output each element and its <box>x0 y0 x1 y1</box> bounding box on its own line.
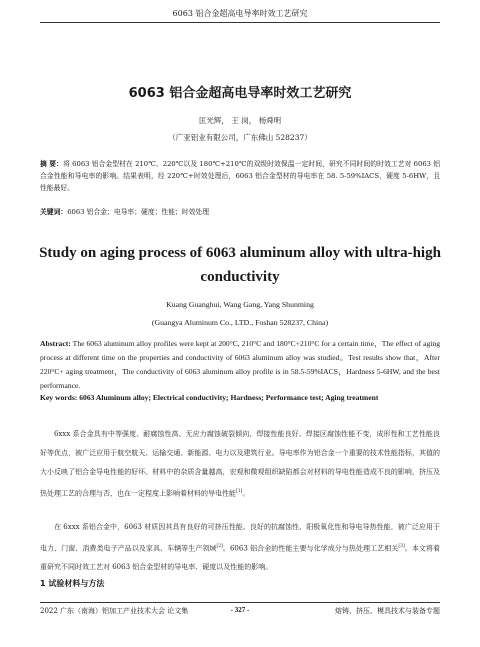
running-header: 6063 铝合金超高电导率时效工艺研究 <box>172 9 308 18</box>
chinese-title: 6063 铝合金超高电导率时效工艺研究 <box>128 86 352 101</box>
body-paragraph-2-text: 在 6xxx 系铝合金中，6063 材质因其具有良好的可挤压性能、良好的抗腐蚀性、阳极氧化性和导电导热性能，被广泛应用于电力、门窗、消费类电子产品以及家具、车辆等生产领域 <box>40 523 440 553</box>
body-paragraph-2-end: 。本文将着重研究不同时效工艺对 6063 铝合金型材的导电率、硬度以及性能的影响。 <box>40 544 440 572</box>
page-number: - 327 - <box>230 606 250 614</box>
body-paragraph-2-mid: 。6063 铝合金的性能主要与化学成分与热处理工艺相关 <box>222 544 399 553</box>
citation-2: [2] <box>216 544 223 549</box>
chinese-affiliation: （广亚铝业有限公司，广东佛山 528237） <box>168 133 312 142</box>
footer-proceedings: 2022 广东（南海）铝加工产业技术大会 论文集 <box>40 607 189 615</box>
english-affiliation: (Guangya Aluminum Co., LTD., Foshan 528237, China) <box>151 318 329 327</box>
citation-1: [1] <box>236 489 243 494</box>
english-title-line-1: Study on aging process of 6063 aluminum alloy with ultra-high <box>39 245 441 261</box>
chinese-abstract-label: 摘 要： <box>40 160 64 168</box>
english-title-line-2: conductivity <box>200 269 280 285</box>
english-abstract <box>40 337 440 393</box>
body-paragraph-1-text: 6xxx 系合金具有中等强度、耐腐蚀性高、无应力腐蚀破裂倾向、焊接性能良好、焊接区腐蚀性能不变，成形性和工艺性能良好等优点，被广泛应用于航空航天、运输交通、新能源、电力以及建筑行业。导电率作为铝合金一个重要的技术性能指标，其值的大小反映了铝合金导电性能的好坏。材料中的杂质含量越高，宏观和微观组织缺陷都会对材料的导电性能造成不良的影响，挤压及热处理工艺的合理与否，也在一定程度上影响着材料的导电性能 <box>40 430 440 498</box>
chinese-keywords-label: 关键词： <box>40 208 68 216</box>
body-paragraph-2 <box>40 518 440 577</box>
section-heading-1: 1 试验材料与方法 <box>40 579 105 588</box>
english-abstract-label: Abstract: <box>40 339 71 348</box>
body-paragraph-1-end: 。 <box>242 489 250 498</box>
english-abstract-text: The 6063 aluminum alloy profiles were kept at 200°C, 210°C and 180°C+210°C for a certain time，The effect of aging process at different time on the properties and conductivity of 6063 aluminum alloy was studied。Test results show that，After 220°C+ aging treatment，The conductivity of 6063 aluminum alloy profile is in 58.5-59%IACS，Hardness 5-6HW, and the best performance. <box>40 339 440 390</box>
chinese-abstract <box>40 158 440 194</box>
english-keywords-label: Key words: <box>40 393 78 402</box>
header-rule <box>40 22 440 23</box>
chinese-authors: 匡光辉， 王 岗， 杨舜明 <box>198 116 282 125</box>
footer-topic: 熔铸、挤压、模具技术与装备专题 <box>335 607 440 615</box>
chinese-keywords-text: 6063 铝合金；电导率；硬度；性能；时效处理 <box>67 208 209 216</box>
english-keywords <box>40 391 440 405</box>
english-authors: Kuang Guanghui, Wang Gang, Yang Shunming <box>166 300 314 309</box>
footer-rule <box>40 602 440 603</box>
chinese-abstract-text: 将 6063 铝合金型材在 210℃、220℃以及 180℃+210℃的双级时效保温一定时间，研究不同时间的时效工艺对 6063 铝合金性能和导电率的影响。结果表明，经 220℃+时效处理后，6063 铝合金型材的导电率在 58. 5-59%IACS，硬度 5-6HW，且性能最好。 <box>40 160 441 192</box>
chinese-keywords <box>40 206 440 218</box>
english-keywords-text: 6063 Aluminum alloy; Electrical conductivity; Hardness; Performance test; Aging treatment <box>77 393 379 402</box>
body-paragraph-1 <box>40 425 440 503</box>
citation-3: [3] <box>398 544 405 549</box>
